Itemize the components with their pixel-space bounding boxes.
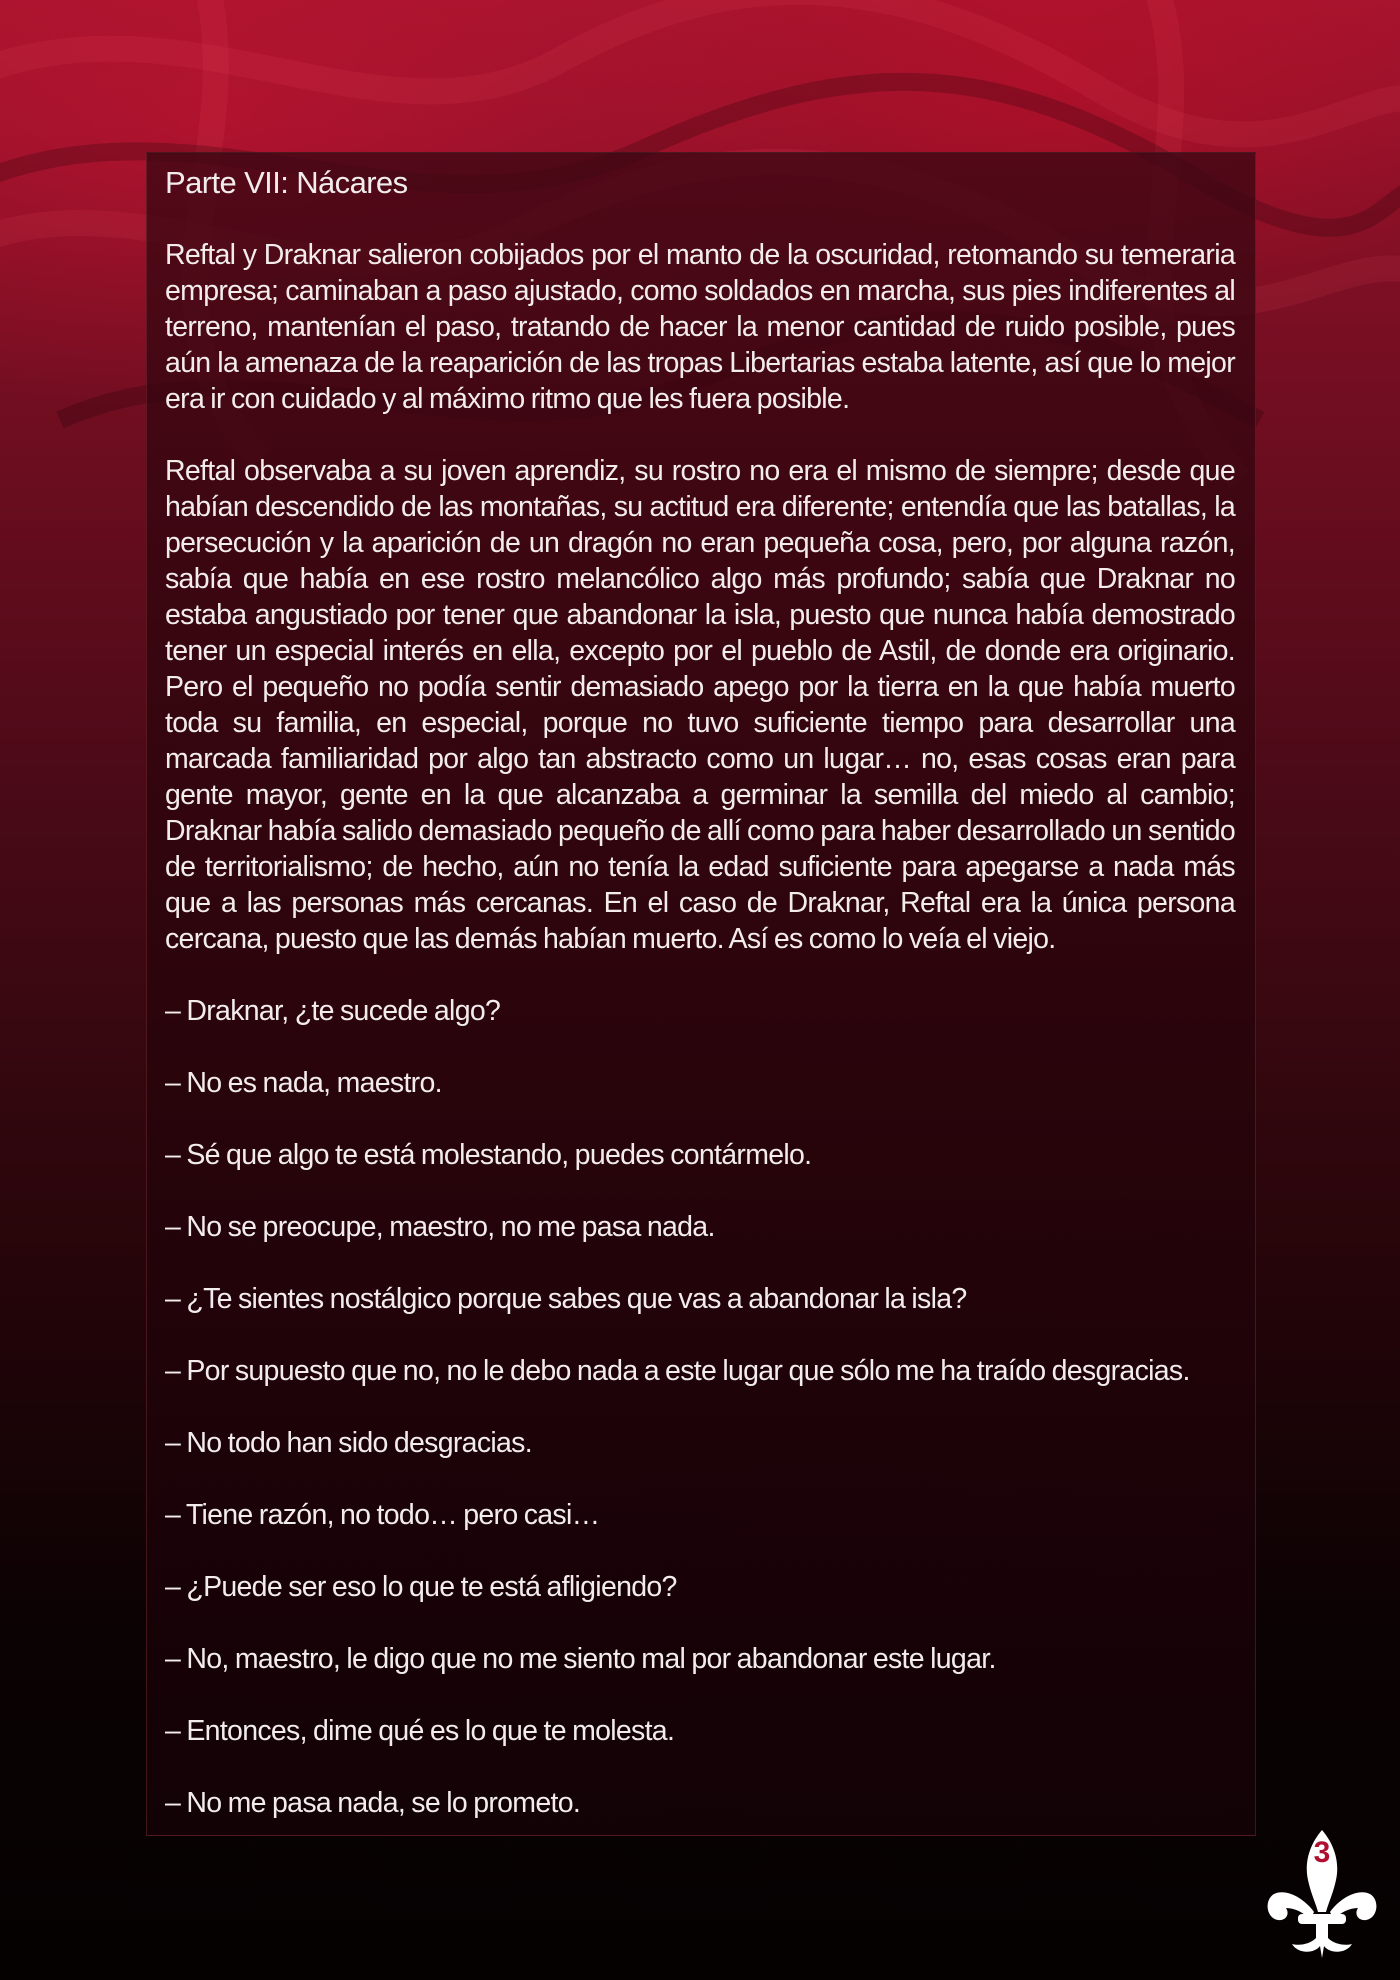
- dialogue-line: – No, maestro, le digo que no me siento mal por abandonar este lugar.: [165, 1643, 996, 1675]
- paragraph-1: Reftal y Draknar salieron cobijados por el manto de la oscuridad, retomando su temeraria empresa; caminaban a paso ajustado, como soldados en marcha, sus pies indiferentes al terreno, mantenían el paso, tratando de hacer la menor cantidad de ruido posible, pues aún la amenaza de la reaparición de las tropas Libertarias estaba latente, así que lo mejor era ir con cuidado y al máximo ritmo que les fuera posible.: [165, 239, 1235, 415]
- dialogue-line: – No se preocupe, maestro, no me pasa nada.: [165, 1211, 715, 1243]
- chapter-title: Parte VII: Nácares: [165, 165, 408, 200]
- story-text-panel: [146, 152, 1256, 1836]
- page-number: 3: [1313, 1836, 1331, 1869]
- dialogue-line: – Entonces, dime qué es lo que te molesta.: [165, 1715, 675, 1747]
- dialogue-line: – Draknar, ¿te sucede algo?: [165, 995, 501, 1027]
- page-number-badge: [1264, 1828, 1380, 1960]
- dialogue-line: – No es nada, maestro.: [165, 1067, 442, 1099]
- dialogue-line: – Tiene razón, no todo… pero casi…: [165, 1499, 600, 1531]
- dialogue-line: – ¿Puede ser eso lo que te está afligiendo?: [165, 1571, 677, 1603]
- dialogue-line: – Por supuesto que no, no le debo nada a este lugar que sólo me ha traído desgracias.: [165, 1355, 1190, 1387]
- paragraph-2: Reftal observaba a su joven aprendiz, su rostro no era el mismo de siempre; desde que habían descendido de las montañas, su actitud era diferente; entendía que las batallas, la persecución y la aparición de un dragón no eran pequeña cosa, pero, por alguna razón, sabía que había en ese rostro melancólico algo más profundo; sabía que Draknar no estaba angustiado por tener que abandonar la isla, puesto que nunca había demostrado tener un especial interés en ella, excepto por el pueblo de Astil, de donde era originario. Pero el pequeño no podía sentir demasiado apego por la tierra en la que había muerto toda su familia, en especial, porque no tuvo suficiente tiempo para desarrollar una marcada familiaridad por algo tan abstracto como un lugar… no, esas cosas eran para gente mayor, gente en la que alcanzaba a germinar la semilla del miedo al cambio; Draknar había salido demasiado pequeño de allí como para haber desarrollado un sentido de territorialismo; de hecho, aún no tenía la edad suficiente para apegarse a nada más que a las personas más cercanas. En el caso de Draknar, Reftal era la única persona cercana, puesto que las demás habían muerto. Así es como lo veía el viejo.: [165, 455, 1235, 955]
- dialogue-line: – ¿Te sientes nostálgico porque sabes que vas a abandonar la isla?: [165, 1283, 967, 1315]
- dialogue-line: – Sé que algo te está molestando, puedes contármelo.: [165, 1139, 812, 1171]
- dialogue-line: – No me pasa nada, se lo prometo.: [165, 1787, 581, 1819]
- dialogue-line: – No todo han sido desgracias.: [165, 1427, 532, 1459]
